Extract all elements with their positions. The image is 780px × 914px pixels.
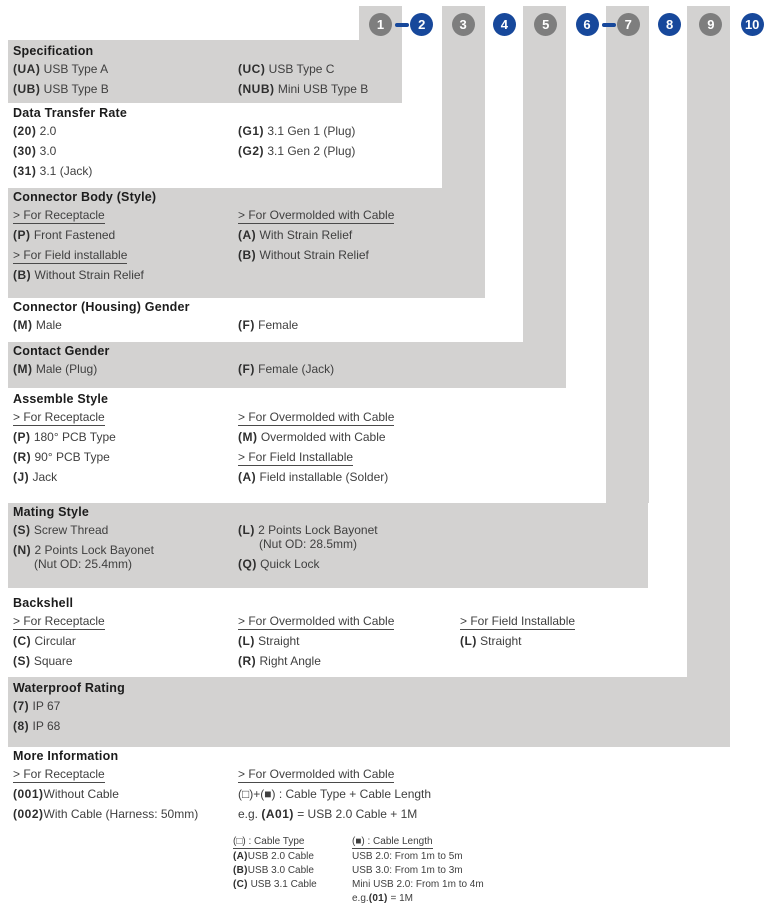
position-badge-1: 1 xyxy=(369,13,392,36)
fineprint-column xyxy=(352,835,484,906)
option-item: (G2) 3.1 Gen 2 (Plug) xyxy=(238,144,356,158)
option-column xyxy=(238,523,378,577)
option-item: (001)Without Cable xyxy=(13,787,119,801)
option-item: (B)USB 3.0 Cable xyxy=(233,865,314,876)
group-link: > For Field installable xyxy=(13,248,128,262)
option-item: (31) 3.1 (Jack) xyxy=(13,164,93,178)
option-item: (G1) 3.1 Gen 1 (Plug) xyxy=(238,124,356,138)
option-item: (002)With Cable (Harness: 50mm) xyxy=(13,807,199,821)
option-item: (L) Straight xyxy=(238,634,300,648)
fineprint-header: (□) : Cable Type xyxy=(233,836,305,847)
option-item: e.g. (A01) = USB 2.0 Cable + 1M xyxy=(238,807,418,821)
option-column xyxy=(13,699,60,739)
option-column xyxy=(13,124,92,184)
section-title: Assemble Style xyxy=(13,392,109,406)
position-badge-3: 3 xyxy=(452,13,475,36)
position-badge-8: 8 xyxy=(658,13,681,36)
option-item: (UC) USB Type C xyxy=(238,62,335,76)
position-badge-5: 5 xyxy=(534,13,557,36)
section-title: Connector (Housing) Gender xyxy=(13,300,190,314)
option-item: (L) 2 Points Lock Bayonet (Nut OD: 28.5mm) xyxy=(238,523,378,551)
option-item: (30) 3.0 xyxy=(13,144,57,158)
section-title: Backshell xyxy=(13,596,74,610)
note-text: USB 2.0: From 1m to 5m xyxy=(352,851,463,862)
option-item: (M) Male xyxy=(13,318,62,332)
note-text: (□)+(■) : Cable Type + Cable Length xyxy=(238,787,432,801)
connector-dash xyxy=(602,23,616,27)
shaded-strip-9 xyxy=(687,6,730,677)
option-item: (A) Field installable (Solder) xyxy=(238,470,389,484)
option-item: (F) Female xyxy=(238,318,299,332)
option-item: (R) 90° PCB Type xyxy=(13,450,110,464)
option-item: e.g.(01) = 1M xyxy=(352,893,413,904)
option-item: (P) 180° PCB Type xyxy=(13,430,116,444)
group-link: > For Overmolded with Cable xyxy=(238,410,395,424)
option-item: (A) With Strain Relief xyxy=(238,228,353,242)
option-item: (F) Female (Jack) xyxy=(238,362,335,376)
group-link: > For Receptacle xyxy=(13,767,105,781)
note-text: USB 3.0: From 1m to 3m xyxy=(352,865,463,876)
group-link: > For Overmolded with Cable xyxy=(238,614,395,628)
option-column xyxy=(238,318,298,338)
option-item-subtext: (Nut OD: 25.4mm) xyxy=(34,557,133,571)
option-item: (7) IP 67 xyxy=(13,699,61,713)
option-column xyxy=(13,362,97,382)
option-item: (S) Square xyxy=(13,654,73,668)
option-column xyxy=(13,62,109,102)
option-column xyxy=(238,362,334,382)
option-item: (B) Without Strain Relief xyxy=(13,268,144,282)
option-column xyxy=(238,208,394,268)
option-item: (B) Without Strain Relief xyxy=(238,248,369,262)
option-column xyxy=(13,410,116,490)
option-item: (NUB) Mini USB Type B xyxy=(238,82,369,96)
option-column xyxy=(13,614,105,674)
group-link: > For Receptacle xyxy=(13,208,105,222)
option-column xyxy=(238,62,368,102)
option-column xyxy=(238,410,394,490)
option-column xyxy=(460,614,575,654)
section-title: Connector Body (Style) xyxy=(13,190,157,204)
option-column xyxy=(13,318,62,338)
option-item: (M) Overmolded with Cable xyxy=(238,430,386,444)
option-item: (J) Jack xyxy=(13,470,58,484)
section-title: Mating Style xyxy=(13,505,90,519)
option-column xyxy=(13,208,144,288)
section-title: Waterproof Rating xyxy=(13,681,125,695)
group-link: > For Receptacle xyxy=(13,410,105,424)
position-badge-4: 4 xyxy=(493,13,516,36)
option-item: (20) 2.0 xyxy=(13,124,57,138)
group-link: > For Receptacle xyxy=(13,614,105,628)
position-badge-7: 7 xyxy=(617,13,640,36)
option-item: (C) Circular xyxy=(13,634,76,648)
option-item: (M) Male (Plug) xyxy=(13,362,98,376)
group-link: > For Overmolded with Cable xyxy=(238,767,395,781)
shaded-strip-7 xyxy=(606,6,649,503)
option-item-subtext: (Nut OD: 28.5mm) xyxy=(259,537,358,551)
option-item: (A)USB 2.0 Cable xyxy=(233,851,314,862)
position-badge-9: 9 xyxy=(699,13,722,36)
option-column xyxy=(238,124,355,164)
section-title: Contact Gender xyxy=(13,344,110,358)
shaded-strip-5 xyxy=(523,6,566,342)
group-link: > For Field Installable xyxy=(460,614,576,628)
position-badge-6: 6 xyxy=(576,13,599,36)
position-badge-10: 10 xyxy=(741,13,764,36)
option-item: (C) USB 3.1 Cable xyxy=(233,879,317,890)
section-title: Specification xyxy=(13,44,94,58)
option-item: (UA) USB Type A xyxy=(13,62,109,76)
option-item: (S) Screw Thread xyxy=(13,523,109,537)
option-column xyxy=(238,767,431,827)
option-column xyxy=(13,523,154,577)
connector-dash xyxy=(395,23,409,27)
option-item: (N) 2 Points Lock Bayonet (Nut OD: 25.4mm) xyxy=(13,543,154,571)
position-badge-2: 2 xyxy=(410,13,433,36)
fineprint-column xyxy=(233,835,317,892)
option-item: (P) Front Fastened xyxy=(13,228,116,242)
option-column xyxy=(13,767,198,827)
option-item: (Q) Quick Lock xyxy=(238,557,320,571)
option-item: (UB) USB Type B xyxy=(13,82,109,96)
fineprint-header: (■) : Cable Length xyxy=(352,836,433,847)
group-link: > For Field Installable xyxy=(238,450,354,464)
group-link: > For Overmolded with Cable xyxy=(238,208,395,222)
option-item: (L) Straight xyxy=(460,634,522,648)
section-title: Data Transfer Rate xyxy=(13,106,128,120)
option-item: (8) IP 68 xyxy=(13,719,61,733)
note-text: Mini USB 2.0: From 1m to 4m xyxy=(352,879,484,890)
option-column xyxy=(238,614,394,674)
section-title: More Information xyxy=(13,749,119,763)
option-item: (R) Right Angle xyxy=(238,654,321,668)
